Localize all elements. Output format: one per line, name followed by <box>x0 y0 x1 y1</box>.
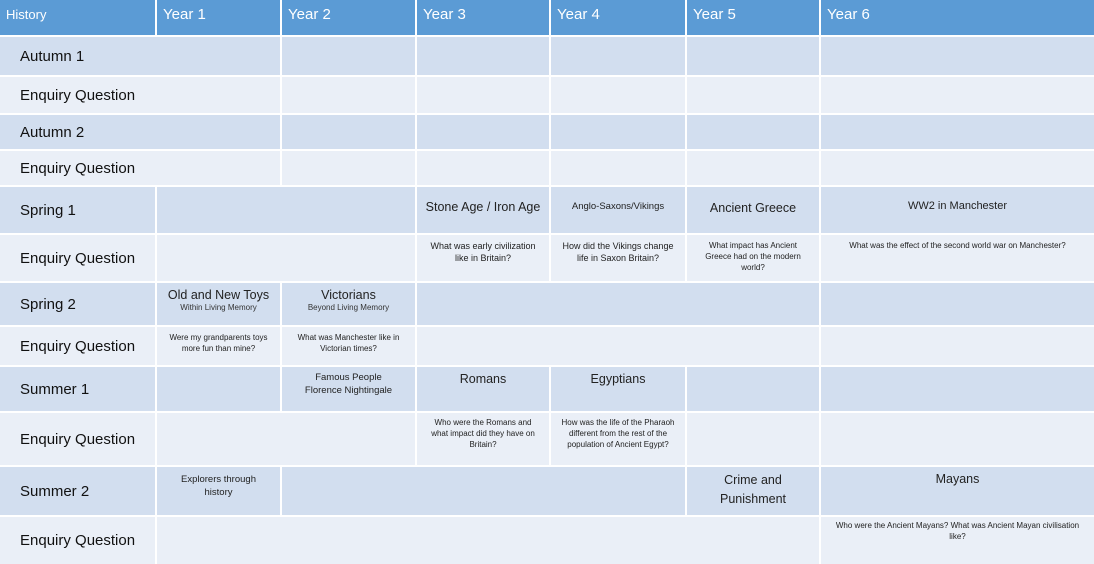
row-label-spring-1: Spring 1 <box>0 187 155 233</box>
header-year-5: Year 5 <box>687 0 819 35</box>
cell <box>417 151 549 185</box>
question-early-civilization: What was early civilization like in Britain? <box>417 235 549 281</box>
row-label-enquiry: Enquiry Question <box>0 151 280 185</box>
cell <box>417 37 549 75</box>
row-label-enquiry: Enquiry Question <box>0 235 155 281</box>
header-history: History <box>0 0 155 35</box>
cell <box>687 115 819 149</box>
question-ancient-greece: What impact has Ancient Greece had on the modern world? <box>687 235 819 281</box>
header-year-3: Year 3 <box>417 0 549 35</box>
topic-ww2: WW2 in Manchester <box>821 187 1094 233</box>
cell <box>821 283 1094 325</box>
question-pharaoh: How was the life of the Pharaoh different from the rest of the population of Ancient Egypt? <box>551 413 685 465</box>
topic-mayans: Mayans <box>821 467 1094 515</box>
cell <box>821 327 1094 365</box>
cell <box>551 77 685 113</box>
cell <box>687 151 819 185</box>
cell <box>157 517 819 564</box>
question-mayans: Who were the Ancient Mayans? What was Ancient Mayan civilisation like? <box>821 517 1094 564</box>
cell <box>551 37 685 75</box>
cell <box>821 115 1094 149</box>
cell <box>687 77 819 113</box>
cell <box>282 115 415 149</box>
row-label-enquiry: Enquiry Question <box>0 327 155 365</box>
cell <box>687 367 819 411</box>
topic-ancient-greece: Ancient Greece <box>687 187 819 233</box>
cell <box>821 37 1094 75</box>
topic-famous-people: Famous People Florence Nightingale <box>282 367 415 411</box>
cell <box>821 151 1094 185</box>
topic-title: Victorians <box>321 288 376 302</box>
question-ww2: What was the effect of the second world war on Manchester? <box>821 235 1094 281</box>
cell <box>282 37 415 75</box>
cell <box>821 413 1094 465</box>
topic-old-new-toys <box>157 283 280 325</box>
cell <box>157 187 415 233</box>
cell <box>282 467 685 515</box>
row-label-summer-1: Summer 1 <box>0 367 155 411</box>
topic-romans: Romans <box>417 367 549 411</box>
question-grandparents-toys: Were my grandparents toys more fun than mine? <box>157 327 280 365</box>
row-label-summer-2: Summer 2 <box>0 467 155 515</box>
cell <box>821 367 1094 411</box>
topic-explorers: Explorers through history <box>157 467 280 515</box>
header-year-6: Year 6 <box>821 0 1094 35</box>
row-label-enquiry: Enquiry Question <box>0 413 155 465</box>
cell <box>282 77 415 113</box>
cell <box>417 115 549 149</box>
topic-title: Old and New Toys <box>167 288 270 302</box>
cell <box>687 413 819 465</box>
cell <box>551 151 685 185</box>
topic-victorians <box>282 283 415 325</box>
cell <box>282 151 415 185</box>
row-label-enquiry: Enquiry Question <box>0 77 280 113</box>
question-victorian-manchester: What was Manchester like in Victorian times? <box>282 327 415 365</box>
cell <box>687 37 819 75</box>
cell <box>551 115 685 149</box>
row-label-enquiry: Enquiry Question <box>0 517 155 564</box>
header-year-4: Year 4 <box>551 0 685 35</box>
cell <box>417 327 819 365</box>
header-year-2: Year 2 <box>282 0 415 35</box>
cell <box>157 235 415 281</box>
row-label-autumn-1: Autumn 1 <box>0 37 280 75</box>
row-label-autumn-2: Autumn 2 <box>0 115 280 149</box>
topic-subtitle: Within Living Memory <box>180 303 257 312</box>
header-year-1: Year 1 <box>157 0 280 35</box>
row-label-spring-2: Spring 2 <box>0 283 155 325</box>
question-vikings: How did the Vikings change life in Saxon Britain? <box>551 235 685 281</box>
topic-stone-age: Stone Age / Iron Age <box>417 187 549 233</box>
cell <box>157 367 280 411</box>
question-romans: Who were the Romans and what impact did they have on Britain? <box>417 413 549 465</box>
cell <box>417 77 549 113</box>
topic-egyptians: Egyptians <box>551 367 685 411</box>
topic-crime-punishment: Crime and Punishment <box>687 467 819 515</box>
topic-subtitle: Beyond Living Memory <box>307 303 390 312</box>
cell <box>417 283 819 325</box>
cell <box>157 413 415 465</box>
cell <box>821 77 1094 113</box>
topic-anglo-saxons: Anglo-Saxons/Vikings <box>551 187 685 233</box>
